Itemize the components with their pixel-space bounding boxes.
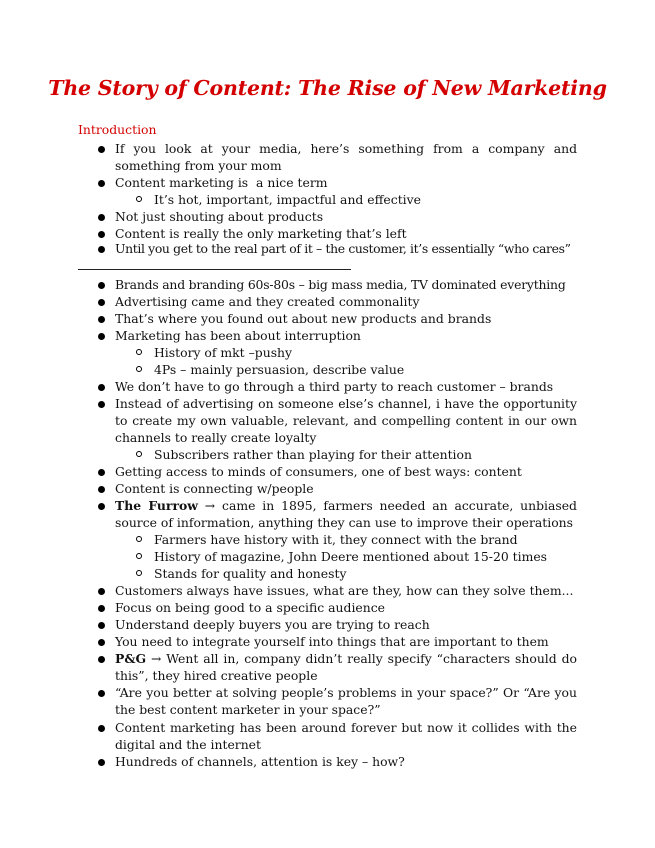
bullet-icon bbox=[98, 214, 105, 221]
list-item-text: That’s where you found out about new products and brands bbox=[115, 311, 492, 326]
bullet-icon bbox=[98, 299, 105, 306]
list-item-text: Subscribers rather than playing for their attention bbox=[154, 447, 472, 462]
document-title: The Story of Content: The Rise of New Marketing bbox=[48, 76, 607, 100]
list-item bbox=[115, 276, 577, 293]
bullet-icon bbox=[98, 656, 105, 663]
bullet-icon bbox=[98, 231, 105, 238]
list-item-text: Customers always have issues, what are they, how can they solve them... bbox=[115, 583, 574, 598]
list-item bbox=[115, 240, 577, 257]
sub-list-item bbox=[154, 191, 577, 208]
list-item-text: Understand deeply buyers you are trying to reach bbox=[115, 617, 430, 632]
list-item bbox=[115, 497, 581, 531]
sub-list-item bbox=[154, 361, 577, 378]
list-item-text: Focus on being good to a specific audience bbox=[115, 600, 385, 615]
list-item-text: Getting access to minds of consumers, one of best ways: content bbox=[115, 464, 522, 479]
bullet-icon bbox=[98, 246, 105, 253]
list-item-text: → came in 1895, farmers needed an accurate, unbiased source of information, anything they can use to improve their operations bbox=[115, 498, 581, 531]
list-item-text: Content is really the only marketing that’s left bbox=[115, 226, 407, 241]
list-item bbox=[115, 480, 577, 497]
bullet-icon bbox=[98, 384, 105, 391]
list-item-text: Hundreds of channels, attention is key – how? bbox=[115, 754, 405, 769]
bullet-icon bbox=[98, 146, 105, 153]
list-item bbox=[115, 684, 577, 718]
list-item bbox=[115, 378, 577, 395]
list-item-text: Not just shouting about products bbox=[115, 209, 324, 224]
section-heading-introduction: Introduction bbox=[78, 122, 157, 137]
list-item-bold-term: The Furrow bbox=[115, 498, 198, 513]
bullet-icon bbox=[98, 759, 105, 766]
list-item-text: Stands for quality and honesty bbox=[154, 566, 347, 581]
bullet-icon bbox=[98, 180, 105, 187]
list-item bbox=[115, 650, 581, 684]
list-item bbox=[115, 599, 577, 616]
list-item-text: Farmers have history with it, they connect with the brand bbox=[154, 532, 518, 547]
list-item-text: Instead of advertising on someone else’s channel, i have the opportunity to create my own valuable, relevant, and compelling content in our own channels to really create loyalty bbox=[115, 396, 577, 446]
hollow-bullet-icon bbox=[136, 553, 142, 559]
list-item-text: Content marketing is a nice term bbox=[115, 175, 328, 190]
list-item bbox=[115, 463, 577, 480]
list-item bbox=[115, 719, 577, 753]
bullet-icon bbox=[98, 725, 105, 732]
list-item bbox=[115, 582, 577, 599]
list-item bbox=[115, 395, 577, 447]
list-item bbox=[115, 753, 577, 770]
sub-list-item bbox=[154, 344, 577, 361]
list-item-text: Content is connecting w/people bbox=[115, 481, 314, 496]
list-item-text: History of magazine, John Deere mentioned about 15-20 times bbox=[154, 549, 548, 564]
hollow-bullet-icon bbox=[136, 536, 142, 542]
bullet-icon bbox=[98, 401, 105, 408]
list-item-text: If you look at your media, here’s something from a company and something from your mom bbox=[115, 141, 577, 174]
list-item bbox=[115, 208, 577, 225]
list-item-text: Marketing has been about interruption bbox=[115, 328, 361, 343]
list-item-text: → Went all in, company didn’t really specify “characters should do this”, they hired creative people bbox=[115, 651, 581, 684]
sub-list-item bbox=[154, 565, 577, 582]
sub-list-item bbox=[154, 531, 577, 548]
list-item-text: Brands and branding 60s-80s – big mass media, TV dominated everything bbox=[115, 277, 566, 292]
hollow-bullet-icon bbox=[136, 349, 142, 355]
list-item-text: It’s hot, important, impactful and effective bbox=[154, 192, 421, 207]
list-item-text: 4Ps – mainly persuasion, describe value bbox=[154, 362, 405, 377]
list-item bbox=[115, 616, 577, 633]
list-item-bold-term: P&G bbox=[115, 651, 147, 666]
bullet-icon bbox=[98, 486, 105, 493]
hollow-bullet-icon bbox=[136, 451, 142, 457]
bullet-icon bbox=[98, 469, 105, 476]
list-item bbox=[115, 633, 577, 650]
sub-list-item bbox=[154, 548, 577, 565]
list-item-text: Until you get to the real part of it – the customer, it’s essentially “who cares” bbox=[115, 241, 571, 256]
horizontal-rule bbox=[78, 269, 351, 270]
hollow-bullet-icon bbox=[136, 366, 142, 372]
bullet-icon bbox=[98, 316, 105, 323]
hollow-bullet-icon bbox=[136, 196, 142, 202]
list-item bbox=[115, 327, 577, 344]
list-item-text: Content marketing has been around forever but now it collides with the digital and the internet bbox=[115, 720, 577, 753]
list-item bbox=[115, 140, 577, 174]
list-item bbox=[115, 293, 577, 310]
list-item-text: We don’t have to go through a third party to reach customer – brands bbox=[115, 379, 554, 394]
bullet-icon bbox=[98, 503, 105, 510]
bullet-icon bbox=[98, 333, 105, 340]
bullet-icon bbox=[98, 690, 105, 697]
bullet-icon bbox=[98, 282, 105, 289]
sub-list-item bbox=[154, 446, 577, 463]
bullet-icon bbox=[98, 622, 105, 629]
list-item-text: You need to integrate yourself into things that are important to them bbox=[115, 634, 549, 649]
bullet-icon bbox=[98, 588, 105, 595]
bullet-icon bbox=[98, 605, 105, 612]
list-item-text: History of mkt –pushy bbox=[154, 345, 293, 360]
bullet-icon bbox=[98, 639, 105, 646]
list-item bbox=[115, 174, 577, 191]
list-item-text: Advertising came and they created commonality bbox=[115, 294, 420, 309]
list-item bbox=[115, 310, 577, 327]
list-item-text: “Are you better at solving people’s problems in your space?” Or “Are you the best content marketer in your space?” bbox=[115, 685, 577, 718]
hollow-bullet-icon bbox=[136, 570, 142, 576]
